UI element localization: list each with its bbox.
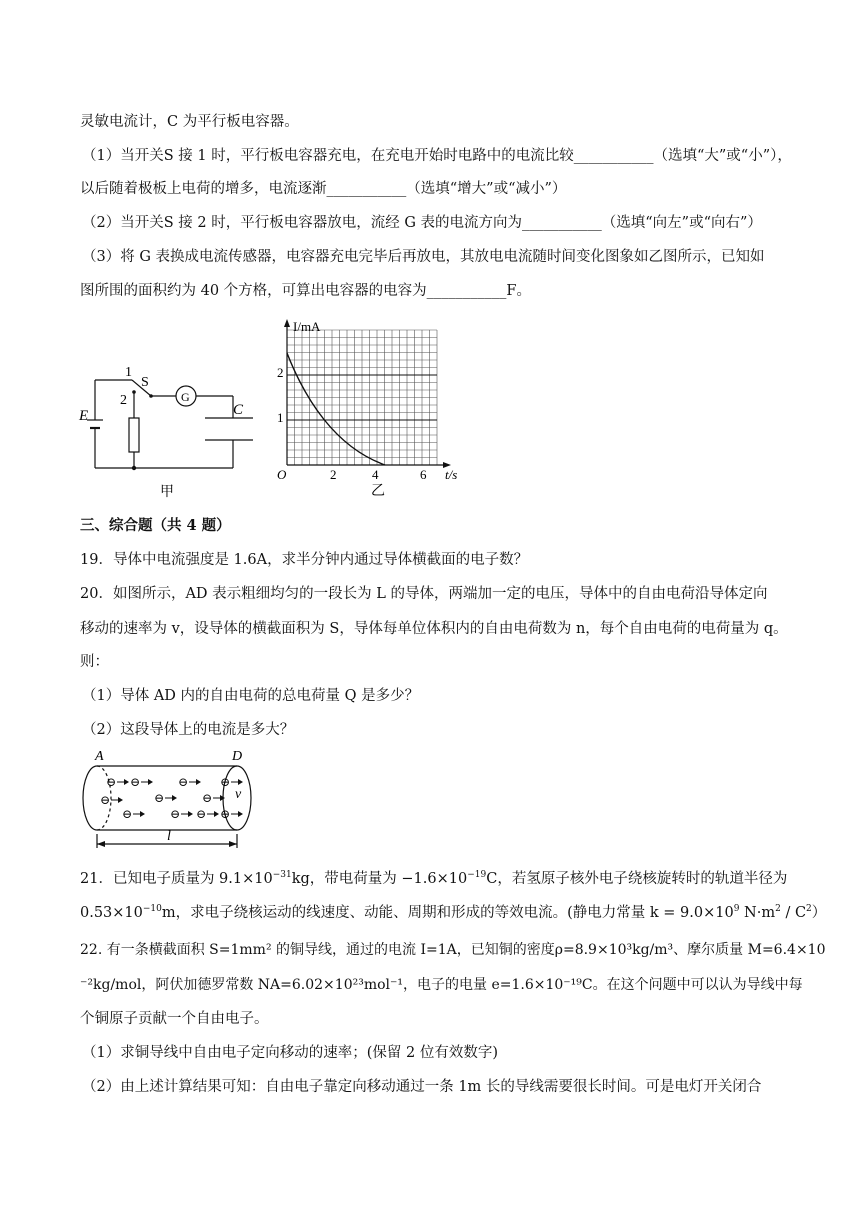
x-tick-2: 2 [330,467,337,482]
free-charge: ⊖ [154,791,165,805]
charge-arrowhead [124,779,129,785]
q20-part2: （2）这段导体上的电流是多大？ [82,722,295,738]
free-charge: ⊖ [178,775,189,789]
q20-line3: 则： [80,654,109,670]
free-charge: ⊖ [220,807,231,821]
charge-arrowhead [214,811,219,817]
graph-grid [287,330,437,465]
switch-label: S [141,375,149,390]
figure-yi-caption: 乙 [371,484,385,499]
galvanometer-label: G [181,390,190,404]
free-charge: ⊖ [170,807,181,821]
discharge-graph [275,315,475,500]
free-charge: ⊖ [196,807,207,821]
free-charge: ⊖ [220,775,231,789]
q21-line1: 21．已知电子质量为 $9.1\times 10^{-31}kg$，带电荷量为 $-1.6\times 10^{-19}C$，若氢原子核外电子绕核旋转时的轨道半径为 [80,870,788,887]
contact-1-label: 1 [125,365,132,380]
q22-line2: ⁻²kg/mol，阿伏加德罗常数 NA=6.02×10²³mol⁻¹，电子的电量 e=1.6×10⁻¹⁹C。在这个问题中可以认为导线中每 [80,977,803,993]
q22-part1: （1）求铜导线中自由电子定向移动的速率；(保留 2 位有效数字) [82,1045,498,1061]
contact-2-label: 2 [120,393,127,408]
q18-part2: （2）当开关S 接 2 时，平行板电容器放电，流经 G 表的电流方向为___________（选填“向左”或“向右”） [82,215,762,231]
y-tick-1: 1 [277,410,284,425]
battery-label: E [79,408,89,424]
length-label: l [167,829,171,844]
y-tick-2: 2 [277,365,284,380]
q18-part3-line2: 图所围的面积约为 40 个方格，可算出电容器的电容为___________F。 [80,283,531,299]
q18-part3-line1: （3）将 G 表换成电流传感器，电容器充电完毕后再放电，其放电电流随时间变化图象如乙图所示，已知如 [82,249,765,265]
x-tick-6: 6 [420,467,427,482]
free-charge: ⊖ [122,807,133,821]
conductor-figure [75,748,265,856]
end-a-label: A [95,749,104,764]
charge-arrowhead [188,811,193,817]
q19-text: 19．导体中电流强度是 1.6A，求半分钟内通过导体横截面的电子数？ [80,552,529,568]
charge-arrowhead [238,811,243,817]
free-charge: ⊖ [130,775,141,789]
q18-intro-tail: 灵敏电流计，C 为平行板电容器。 [80,114,299,130]
charge-arrowhead [238,779,243,785]
charge-arrowhead [196,779,201,785]
y-axis-label: I/mA [293,319,321,334]
q22-part2: （2）由上述计算结果可知：自由电子靠定向移动通过一条 1m 长的导线需要很长时间。可是电灯开关闭合 [82,1079,762,1095]
q22-line3: 个铜原子贡献一个自由电子。 [80,1011,269,1027]
origin-label: O [277,467,287,482]
y-axis-arrow [284,319,290,327]
q18-part1-line1: （1）当开关S 接 1 时，平行板电容器充电，在充电开始时电路中的电流比较___________（选填“大”或“小”）， [82,148,792,164]
x-axis-label: t/s [445,467,458,482]
switch-pivot-node [149,394,153,398]
x-tick-4: 4 [372,467,379,482]
q18-part1-line2: 以后随着极板上电荷的增多，电流逐渐___________（选填“增大”或“减小”） [80,181,567,197]
q21-line2: $0.53\times 10^{-10}m$，求电子绕核运动的线速度、动能、周期和形成的等效电流。(静电力常量 $k = 9.0\times 10^9$ $N\cdot m^2 / C^2$） [80,904,827,921]
capacitor-label: C [233,402,244,418]
end-d-label: D [232,749,243,764]
q20-line1: 20．如图所示，AD 表示粗细均匀的一段长为 L 的导体，两端加一定的电压，导体中的自由电荷沿导体定向 [80,586,768,602]
free-charge: ⊖ [106,775,117,789]
section-heading: 三、综合题（共 4 题） [80,517,231,534]
charge-arrowhead [148,779,153,785]
q20-line2: 移动的速率为 v，设导体的横截面积为 S，导体每单位体积内的自由电荷数为 n，每个自由电荷的电荷量为 q。 [80,621,788,637]
charge-arrowhead [118,797,123,803]
circuit-diagram [75,360,270,500]
q22-line1: 22. 有一条横截面积 S=1mm² 的铜导线，通过的电流 I=1A，已知铜的密度ρ=8.9×10³kg/m³、摩尔质量 M=6.4×10 [80,942,826,958]
free-charge: ⊖ [202,791,213,805]
figure-jia-caption: 甲 [160,485,174,500]
charge-arrowhead [140,811,145,817]
junction-node [132,466,136,470]
contact-2-node [132,390,136,394]
velocity-label: v [235,787,242,802]
free-charges [100,775,243,821]
q20-part1: （1）导体 AD 内的自由电荷的总电荷量 Q 是多少？ [82,688,420,704]
free-charge: ⊖ [100,793,111,807]
charge-arrowhead [172,795,177,801]
